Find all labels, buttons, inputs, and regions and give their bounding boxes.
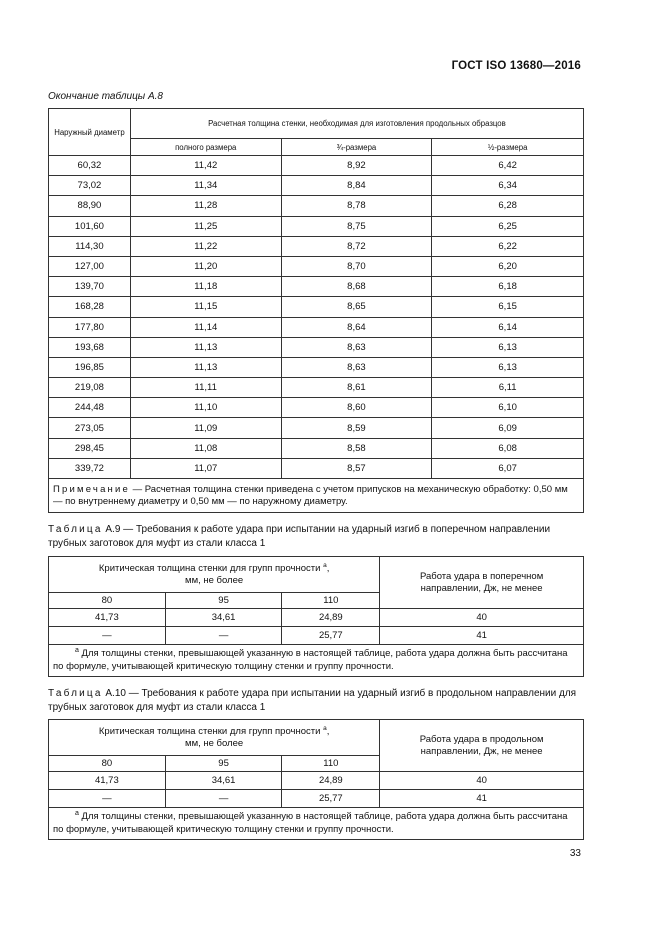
diameter-cell: 196,85 [49, 357, 131, 377]
table-a9-title-label: Таблица [48, 524, 103, 535]
a10-footnote-text: Для толщины стенки, превышающей указанную в настоящей таблице, работа удара должна быть рассчитана по формуле, учитывающей критическую толщину стенки и группу прочности. [53, 811, 568, 835]
table-a10-title-text: А.10 — Требования к работе удара при испытании на ударный изгиб в продольном направлении для трубных заготовок для муфт из стали класса 1 [48, 688, 577, 713]
a10-cell: 34,61 [165, 772, 282, 790]
a9-grade-95: 95 [165, 593, 282, 609]
thickness-cell: 8,63 [281, 357, 432, 377]
group-header-thickness: Расчетная толщина стенки, необходимая для изготовления продольных образцов [130, 109, 583, 139]
table-row [49, 772, 584, 790]
a9-footnote-text: Для толщины стенки, превышающей указанную в настоящей таблице, работа удара должна быть рассчитана по формуле, учитывающей критическую толщину стенки и группу прочности. [53, 648, 568, 672]
diameter-cell: 60,32 [49, 156, 131, 176]
table-a10-title [48, 687, 584, 715]
table-row [49, 398, 584, 418]
table-row [49, 317, 584, 337]
thickness-cell: 11,10 [130, 398, 281, 418]
table-row [49, 196, 584, 216]
a9-group-header: Критическая толщина стенки для групп прочности $^a$, мм, не более [49, 557, 380, 593]
thickness-cell: 8,70 [281, 256, 432, 276]
thickness-cell: 6,07 [432, 458, 584, 478]
diameter-cell: 73,02 [49, 176, 131, 196]
thickness-cell: 6,28 [432, 196, 584, 216]
diameter-cell: 177,80 [49, 317, 131, 337]
diameter-cell: 139,70 [49, 277, 131, 297]
diameter-cell: 88,90 [49, 196, 131, 216]
a10-group-header-text: Критическая толщина стенки для групп прочности [98, 725, 321, 737]
table-row [49, 176, 584, 196]
a9-cell: 34,61 [165, 609, 282, 627]
table-a8 [48, 108, 584, 513]
thickness-cell: 11,08 [130, 438, 281, 458]
table-a9 [48, 556, 584, 677]
diameter-cell: 244,48 [49, 398, 131, 418]
thickness-cell: 11,14 [130, 317, 281, 337]
a10-group-header: Критическая толщина стенки для групп прочности $^a$, мм, не более [49, 720, 380, 756]
table-row [49, 438, 584, 458]
thickness-cell: 11,11 [130, 378, 281, 398]
a10-footnote-mark: a [75, 809, 79, 817]
thickness-cell: 11,09 [130, 418, 281, 438]
diameter-cell: 219,08 [49, 378, 131, 398]
a10-energy-header: Работа удара в продольном направлении, Дж, не менее [380, 720, 584, 772]
table-row [49, 156, 584, 176]
table-a10 [48, 719, 584, 840]
a10-group-header-unit: мм, не более [185, 737, 244, 749]
a9-cell: 40 [380, 609, 584, 627]
note-label: Примечание [53, 484, 130, 495]
thickness-cell: 6,13 [432, 337, 584, 357]
table-row [49, 277, 584, 297]
table-row [49, 297, 584, 317]
thickness-cell: 6,18 [432, 277, 584, 297]
table-row [49, 458, 584, 478]
table-row [49, 627, 584, 645]
subheader-half: ½-размера [432, 139, 584, 156]
a9-footnote-ref: a [323, 561, 327, 569]
thickness-cell: 6,25 [432, 216, 584, 236]
a10-cell: 40 [380, 772, 584, 790]
table-a9-title [48, 523, 584, 551]
diameter-cell: 339,72 [49, 458, 131, 478]
a10-cell: — [49, 790, 166, 808]
thickness-cell: 8,65 [281, 297, 432, 317]
a9-grade-80: 80 [49, 593, 166, 609]
diameter-cell: 298,45 [49, 438, 131, 458]
diameter-cell: 193,68 [49, 337, 131, 357]
thickness-cell: 6,42 [432, 156, 584, 176]
diameter-cell: 168,28 [49, 297, 131, 317]
table-row [49, 418, 584, 438]
a10-cell: 41,73 [49, 772, 166, 790]
thickness-cell: 11,18 [130, 277, 281, 297]
table-a9-title-text: А.9 — Требования к работе удара при испытании на ударный изгиб в поперечном направлении трубных заготовок для муфт из стали класса 1 [48, 524, 551, 549]
a9-energy-header: Работа удара в поперечном направлении, Дж, не менее [380, 557, 584, 609]
thickness-cell: 8,72 [281, 236, 432, 256]
note-text: — Расчетная толщина стенки приведена с учетом припусков на механическую обработку: 0,50 мм — по внутреннему диаметру и 0,50 мм — по наружному диаметру. [53, 484, 568, 507]
a9-footnote-mark: a [75, 646, 79, 654]
a10-grade-80: 80 [49, 756, 166, 772]
thickness-cell: 8,59 [281, 418, 432, 438]
thickness-cell: 11,34 [130, 176, 281, 196]
thickness-cell: 11,42 [130, 156, 281, 176]
page-number: 33 [569, 848, 581, 859]
diameter-cell: 114,30 [49, 236, 131, 256]
a9-cell: — [49, 627, 166, 645]
a10-footnote [49, 808, 584, 840]
a10-grade-95: 95 [165, 756, 282, 772]
thickness-cell: 11,13 [130, 337, 281, 357]
thickness-cell: 6,34 [432, 176, 584, 196]
thickness-cell: 6,15 [432, 297, 584, 317]
a9-group-header-unit: мм, не более [185, 574, 244, 586]
thickness-cell: 6,13 [432, 357, 584, 377]
thickness-cell: 11,13 [130, 357, 281, 377]
table-a8-caption: Окончание таблицы А.8 [48, 91, 163, 102]
thickness-cell: 6,08 [432, 438, 584, 458]
table-row [49, 609, 584, 627]
table-row [49, 256, 584, 276]
table-a8-note [49, 479, 584, 513]
table-row [49, 337, 584, 357]
table-row [49, 378, 584, 398]
table-row [49, 216, 584, 236]
a9-group-header-text: Критическая толщина стенки для групп прочности [98, 562, 321, 574]
a9-cell: 24,89 [282, 609, 380, 627]
thickness-cell: 6,14 [432, 317, 584, 337]
a9-cell: — [165, 627, 282, 645]
diameter-cell: 273,05 [49, 418, 131, 438]
thickness-cell: 6,09 [432, 418, 584, 438]
thickness-cell: 6,22 [432, 236, 584, 256]
thickness-cell: 8,78 [281, 196, 432, 216]
diameter-cell: 127,00 [49, 256, 131, 276]
a10-cell: 24,89 [282, 772, 380, 790]
table-row [49, 357, 584, 377]
a10-footnote-ref: a [323, 724, 327, 732]
thickness-cell: 8,57 [281, 458, 432, 478]
a9-grade-110: 110 [282, 593, 380, 609]
subheader-three-quarter: ¾-размера [281, 139, 432, 156]
thickness-cell: 11,25 [130, 216, 281, 236]
thickness-cell: 6,10 [432, 398, 584, 418]
a9-footnote [49, 645, 584, 677]
thickness-cell: 8,84 [281, 176, 432, 196]
thickness-cell: 8,92 [281, 156, 432, 176]
subheader-full: полного размера [130, 139, 281, 156]
table-row [49, 790, 584, 808]
a10-cell: — [165, 790, 282, 808]
thickness-cell: 8,61 [281, 378, 432, 398]
thickness-cell: 11,28 [130, 196, 281, 216]
a10-grade-110: 110 [282, 756, 380, 772]
thickness-cell: 11,20 [130, 256, 281, 276]
thickness-cell: 6,11 [432, 378, 584, 398]
diameter-cell: 101,60 [49, 216, 131, 236]
a9-cell: 41,73 [49, 609, 166, 627]
table-row [49, 236, 584, 256]
a10-cell: 41 [380, 790, 584, 808]
a9-cell: 41 [380, 627, 584, 645]
thickness-cell: 11,22 [130, 236, 281, 256]
a9-cell: 25,77 [282, 627, 380, 645]
col-header-diameter: Наружный диаметр [49, 109, 131, 156]
thickness-cell: 6,20 [432, 256, 584, 276]
table-a10-title-label: Таблица [48, 688, 103, 699]
thickness-cell: 11,15 [130, 297, 281, 317]
thickness-cell: 8,75 [281, 216, 432, 236]
a10-cell: 25,77 [282, 790, 380, 808]
thickness-cell: 8,60 [281, 398, 432, 418]
thickness-cell: 11,07 [130, 458, 281, 478]
document-id: ГОСТ ISO 13680—2016 [451, 60, 581, 72]
thickness-cell: 8,64 [281, 317, 432, 337]
thickness-cell: 8,68 [281, 277, 432, 297]
thickness-cell: 8,63 [281, 337, 432, 357]
thickness-cell: 8,58 [281, 438, 432, 458]
